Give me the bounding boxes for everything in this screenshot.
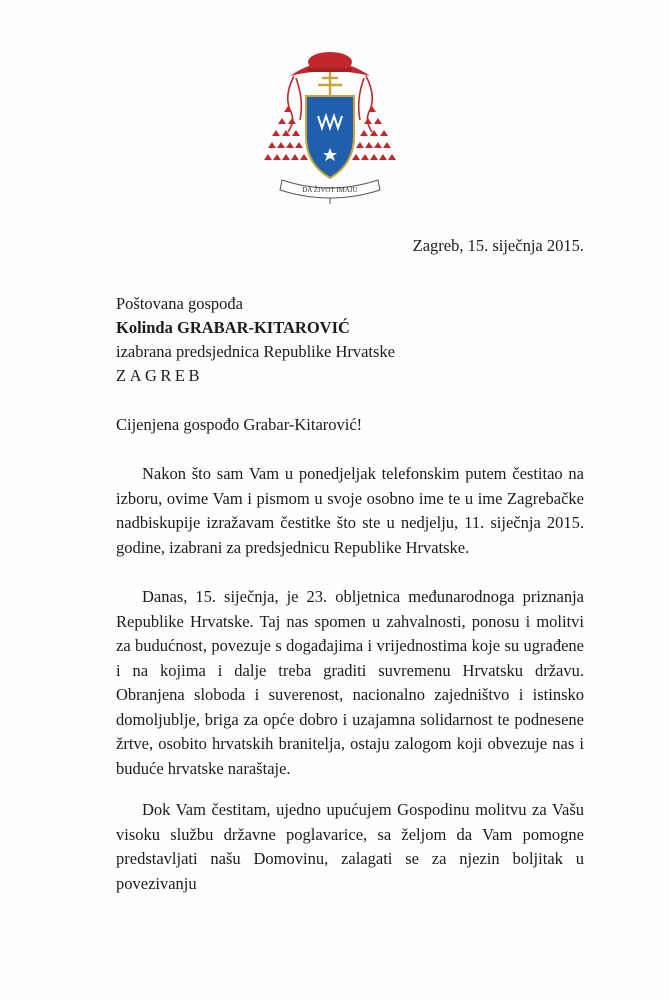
recipient-greeting: Poštovana gospođa (116, 294, 243, 313)
recipient-name: Kolinda GRABAR-KITAROVIĆ (116, 318, 350, 337)
body-paragraph-2: Danas, 15. siječnja, je 23. obljetnica međunarodnoga priznanja Republike Hrvatske. Taj nas spomen u zahvalnosti, ponosu i molitvi za budućnost, povezuje s događajima i vrijednostima koje su ugrađene i na kojima i dalje treba graditi suvremenu Hrvatsku državu. Obranjena sloboda i suverenost, nacionalno zajedništvo i istinsko domoljublje, briga za opće dobro i uzajamna solidarnost te podnesene žrtve, osobito hrvatskih branitelja, ostaju zalogom koji obvezuje nas i buduće hrvatske naraštaje. (116, 587, 584, 778)
date-line: Zagreb, 15. siječnja 2015. (412, 236, 584, 255)
body-paragraph-3: Dok Vam čestitam, ujedno upućujem Gospodinu molitvu za Vašu visoku službu državne poglavarice, sa željom da Vam pomogne predstavljati našu Domovinu, zalagati se za njezin boljitak u povezivanju (116, 800, 584, 893)
motto-ribbon (280, 180, 380, 198)
shield-icon (306, 96, 354, 178)
patriarchal-cross-icon (318, 72, 342, 98)
motto-text: DA ŽIVOT IMAJU (302, 186, 358, 194)
body-paragraph-1: Nakon što sam Vam u ponedjeljak telefonskim putem čestitao na izboru, ovime Vam i pismom u svoje osobno ime te u ime Zagrebačke nadbiskupije izražavam čestitke što ste u nedjelju, 11. siječnja 2015. godine, izabrani za predsjednicu Republike Hrvatske. (116, 464, 584, 557)
recipient-city: ZAGREB (116, 366, 203, 385)
coat-of-arms-emblem (260, 40, 400, 205)
salutation: Cijenjena gospođo Grabar-Kitarović! (116, 415, 363, 434)
recipient-title: izabrana predsjednica Republike Hrvatske (116, 342, 396, 361)
recipient-address (116, 292, 395, 388)
